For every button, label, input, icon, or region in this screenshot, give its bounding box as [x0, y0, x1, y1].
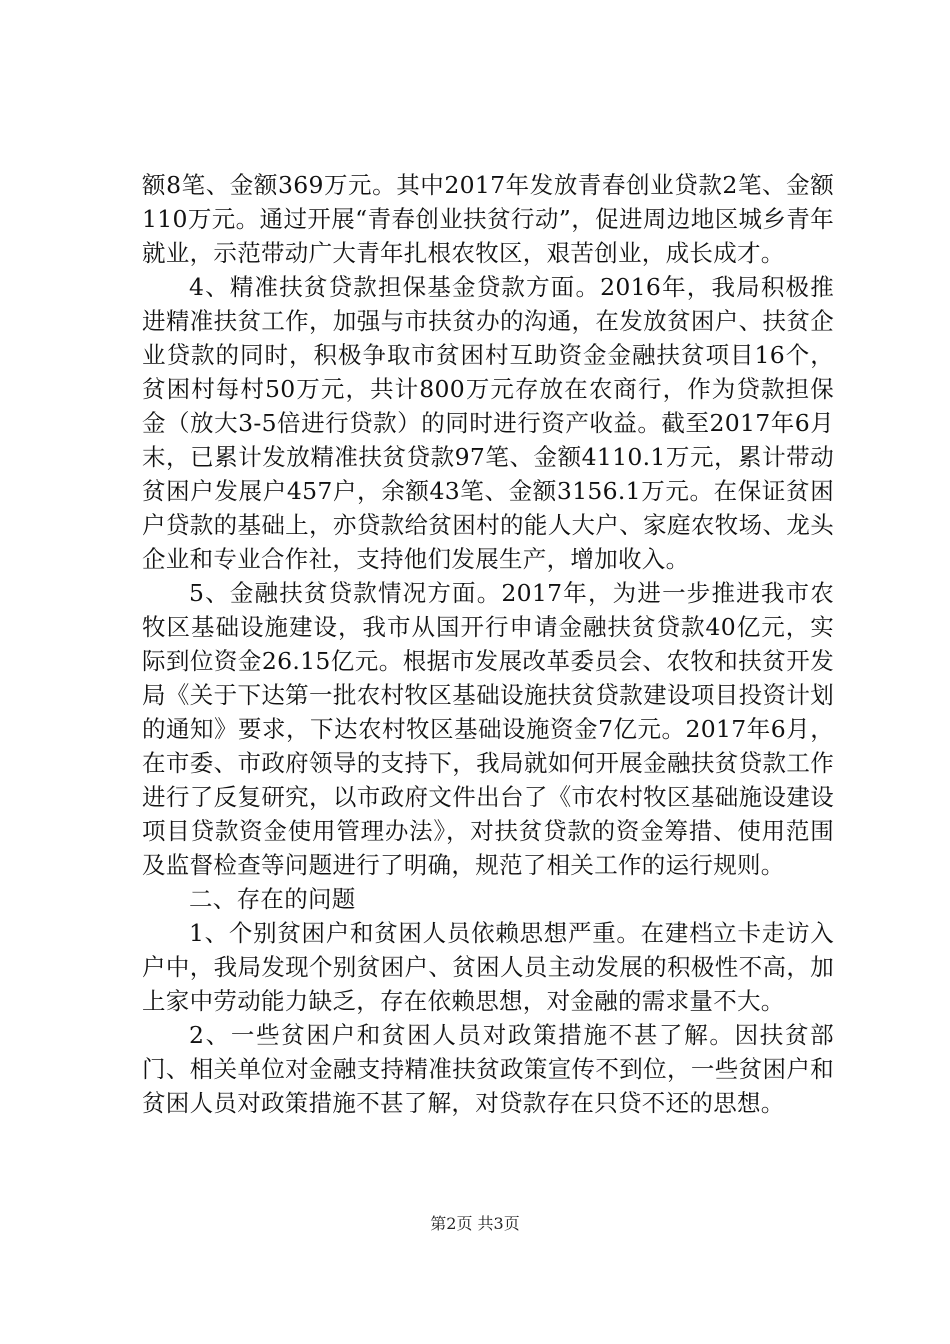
paragraph-item-4: 4、精准扶贫贷款担保基金贷款方面。2016年，我局积极推进精准扶贫工作，加强与市扶贫办的沟通，在发放贫困户、扶贫企业贷款的同时，积极争取市贫困村互助资金金融扶贫项目16个，贫困村每村50万元，共计800万元存放在农商行，作为贷款担保金（放大3-5倍进行贷款）的同时进行资产收益。截至2017年6月末，已累计发放精准扶贫贷款97笔、金额4110.1万元，累计带动贫困户发展户457户，余额43笔、金额3156.1万元。在保证贫困户贷款的基础上，亦贷款给贫困村的能人大户、家庭农牧场、龙头企业和专业合作社，支持他们发展生产，增加收入。	[142, 273, 834, 573]
section-heading: 二、存在的问题	[189, 885, 356, 913]
paragraph-item-5: 5、金融扶贫贷款情况方面。2017年，为进一步推进我市农牧区基础设施建设，我市从国开行申请金融扶贫贷款40亿元，实际到位资金26.15亿元。根据市发展改革委员会、农牧和扶贫开发局《关于下达第一批农村牧区基础设施扶贫贷款建设项目投资计划的通知》要求，下达农村牧区基础设施资金7亿元。2017年6月，在市委、市政府领导的支持下，我局就如何开展金融扶贫贷款工作进行了反复研究，以市政府文件出台了《市农村牧区基础施设建设项目贷款资金使用管理办法》，对扶贫贷款的资金筹措、使用范围及监督检查等问题进行了明确，规范了相关工作的运行规则。	[142, 579, 834, 879]
page-footer: 第2页 共3页	[430, 1214, 520, 1233]
paragraph-problem-2: 2、一些贫困户和贫困人员对政策措施不甚了解。因扶贫部门、相关单位对金融支持精准扶贫政策宣传不到位，一些贫困户和贫困人员对政策措施不甚了解，对贷款存在只贷不还的思想。	[142, 1021, 834, 1117]
paragraph-problem-1: 1、个别贫困户和贫困人员依赖思想严重。在建档立卡走访入户中，我局发现个别贫困户、贫困人员主动发展的积极性不高，加上家中劳动能力缺乏，存在依赖思想，对金融的需求量不大。	[142, 919, 834, 1015]
paragraph-continuation: 额8笔、金额369万元。其中2017年发放青春创业贷款2笔、金额110万元。通过开展“青春创业扶贫行动”，促进周边地区城乡青年就业，示范带动广大青年扎根农牧区，艰苦创业，成长成才。	[142, 171, 834, 267]
document-body	[142, 168, 834, 1120]
